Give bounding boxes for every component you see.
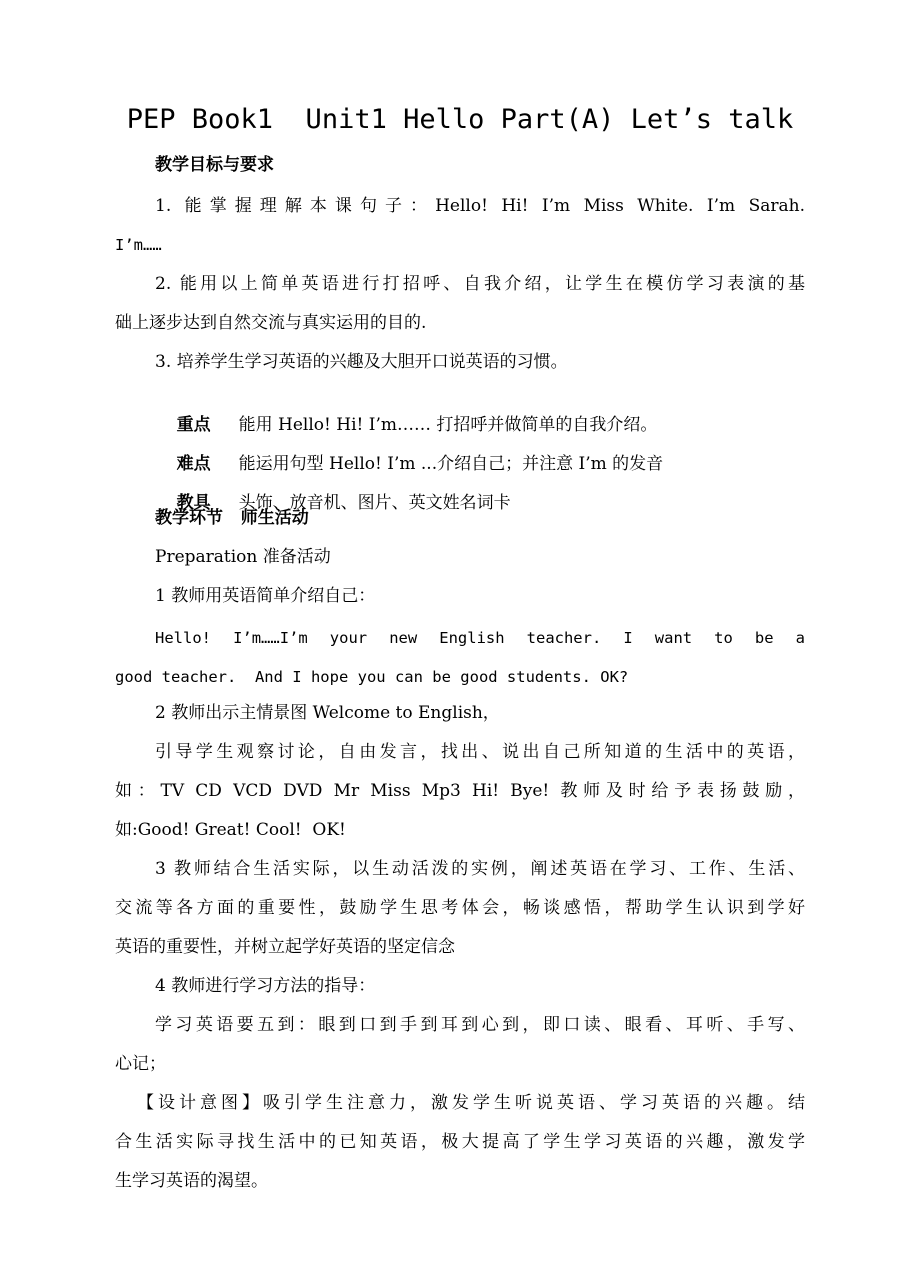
step-1-line-2: good teacher. And I hope you can be good students. OK?	[115, 668, 629, 686]
design-intent-line-2: 合生活实际寻找生活中的已知英语，极大提高了学生学习英语的兴趣，激发学	[115, 1132, 805, 1152]
difficulty-label: 难点	[176, 454, 211, 474]
objectives-heading: 教学目标与要求	[155, 155, 274, 175]
step-3-line-2: 交流等各方面的重要性，鼓励学生思考体会，畅谈感悟，帮助学生认识到学好	[115, 898, 805, 918]
tools-text: 头饰、放音机、图片、英文姓名词卡	[238, 493, 511, 513]
objective-item-1-line-2: I’m……	[115, 236, 162, 254]
tools-label: 教具	[176, 493, 211, 513]
objective-item-2-line-1: 2. 能用以上简单英语进行打招呼、自我介绍，让学生在模仿学习表演的基	[155, 274, 805, 294]
objective-item-1-line-1: 1. 能掌握理解本课句子：Hello! Hi! I’m Miss White. I’m Sarah.	[155, 196, 805, 216]
design-intent-line-1: 【设计意图】吸引学生注意力，激发学生听说英语、学习英语的兴趣。结	[137, 1093, 805, 1113]
step-4-line-2: 心记；	[115, 1054, 166, 1074]
preparation-heading: Preparation 准备活动	[155, 547, 331, 567]
step-4-title: 4 教师进行学习方法的指导：	[155, 976, 376, 996]
key-point-label: 重点	[176, 415, 211, 435]
step-2-line-2: 如：TV CD VCD DVD Mr Miss Mp3 Hi! Bye! 教师及时给予表扬鼓励，	[115, 781, 805, 801]
step-2-line-1: 引导学生观察讨论，自由发言，找出、说出自己所知道的生活中的英语，	[155, 742, 805, 762]
step-1-line-1: Hello! I’m……I’m your new English teacher. I want to be a	[155, 629, 805, 647]
step-4-line-1: 学习英语要五到：眼到口到手到耳到心到，即口读、眼看、耳听、手写、	[155, 1015, 805, 1035]
difficulty-text: 能运用句型 Hello! I’m ...介绍自己；并注意 I’m 的发音	[238, 454, 664, 474]
step-3-line-3: 英语的重要性，并树立起学好英语的坚定信念	[115, 937, 455, 957]
key-point-text: 能用 Hello! Hi! I’m…… 打招呼并做简单的自我介绍。	[238, 415, 658, 435]
design-intent-line-3: 生学习英语的渴望。	[115, 1171, 268, 1191]
objective-item-3: 3. 培养学生学习英语的兴趣及大胆开口说英语的习惯。	[155, 352, 568, 372]
step-2-title: 2 教师出示主情景图 Welcome to English，	[155, 703, 500, 723]
page-title: PEP Book1 Unit1 Hello Part(A) Let’s talk	[126, 104, 794, 135]
procedure-heading: 教学环节 师生活动	[155, 508, 309, 528]
step-1-title: 1 教师用英语简单介绍自己：	[155, 586, 376, 606]
step-3-line-1: 3 教师结合生活实际，以生动活泼的实例，阐述英语在学习、工作、生活、	[155, 859, 805, 879]
step-2-line-3: 如:Good! Great! Cool! OK!	[115, 820, 346, 840]
objective-item-2-line-2: 础上逐步达到自然交流与真实运用的目的.	[115, 313, 427, 333]
